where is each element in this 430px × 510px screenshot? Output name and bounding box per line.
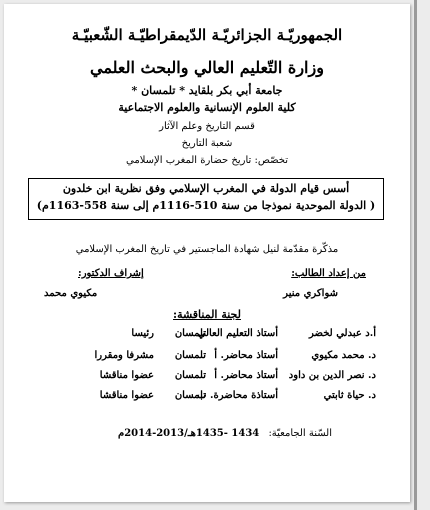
supervisor-label: إشراف الدكتور: <box>78 268 144 279</box>
committee-row <box>4 390 410 408</box>
thesis-title-line2: ( الدولة الموحدية نموذجا من سنة 510-1116م إلى سنة 558-1163م) <box>36 199 376 212</box>
academic-year-value: 1434 -1435هـ/2013-2014م <box>118 428 260 439</box>
member-name: د. محمد مكيوي <box>311 350 376 361</box>
student-name: شواكري منير <box>283 288 338 299</box>
ministry-header: وزارة التّعليم العالي والبحث العلمي <box>90 58 324 77</box>
thesis-title-line1: أسس قيام الدولة في المغرب الإسلامي وفق نظرية ابن خلدون <box>62 182 350 195</box>
member-name: أ.د عبدلي لخضر <box>309 328 376 339</box>
member-rank: أستاذ محاضر. أ <box>214 350 278 361</box>
committee-row <box>4 370 410 388</box>
member-rank: أستاذ التعليم العالي <box>197 328 278 339</box>
academic-year <box>118 428 332 439</box>
member-city: تلمسان <box>174 350 206 361</box>
supervisor-name: مكيوي محمد <box>44 288 98 299</box>
committee-row <box>4 328 410 346</box>
academic-year-label: السّنة الجامعيّة: <box>268 428 332 439</box>
member-role: عضوا مناقشا <box>99 390 154 401</box>
member-role: عضوا مناقشا <box>99 370 154 381</box>
member-city: تلمسان <box>174 328 206 339</box>
member-role: رئيسا <box>131 328 154 339</box>
specialty-name: تخصّص: تاريخ حضارة المغرب الإسلامي <box>126 155 288 166</box>
department-name: قسم التاريخ وعلم الآثار <box>159 121 255 132</box>
member-rank: أستاذ محاضر. أ <box>214 370 278 381</box>
document-page <box>4 4 410 502</box>
republic-header: الجمهوريّـة الجزائريّـة الدّيمقراطيّـة الشّعبيّـة <box>71 26 343 44</box>
member-name: د. حياة ثابتي <box>323 390 376 401</box>
thesis-title-box <box>28 178 384 220</box>
university-name: جامعة أبي بكر بلقايد * تلمسان * <box>131 84 283 97</box>
thesis-subtitle: مذكّرة مقدّمة لنيل شهادة الماجستير في تاريخ المغرب الإسلامي <box>75 244 339 255</box>
committee-title: لجنة المناقشة: <box>173 308 241 321</box>
committee-row <box>4 350 410 368</box>
member-role: مشرفا ومقررا <box>94 350 154 361</box>
branch-name: شعبة التاريخ <box>181 138 233 149</box>
faculty-name: كلية العلوم الإنسانية والعلوم الاجتماعية <box>118 101 296 114</box>
page-divider <box>414 0 417 510</box>
students-label: من إعداد الطالب: <box>291 268 366 279</box>
member-city: تلمسان <box>174 390 206 401</box>
member-name: د. نصر الدين بن داود <box>288 370 376 381</box>
member-city: تلمسان <box>174 370 206 381</box>
member-rank: أستاذة محاضرة. ب <box>197 390 278 401</box>
